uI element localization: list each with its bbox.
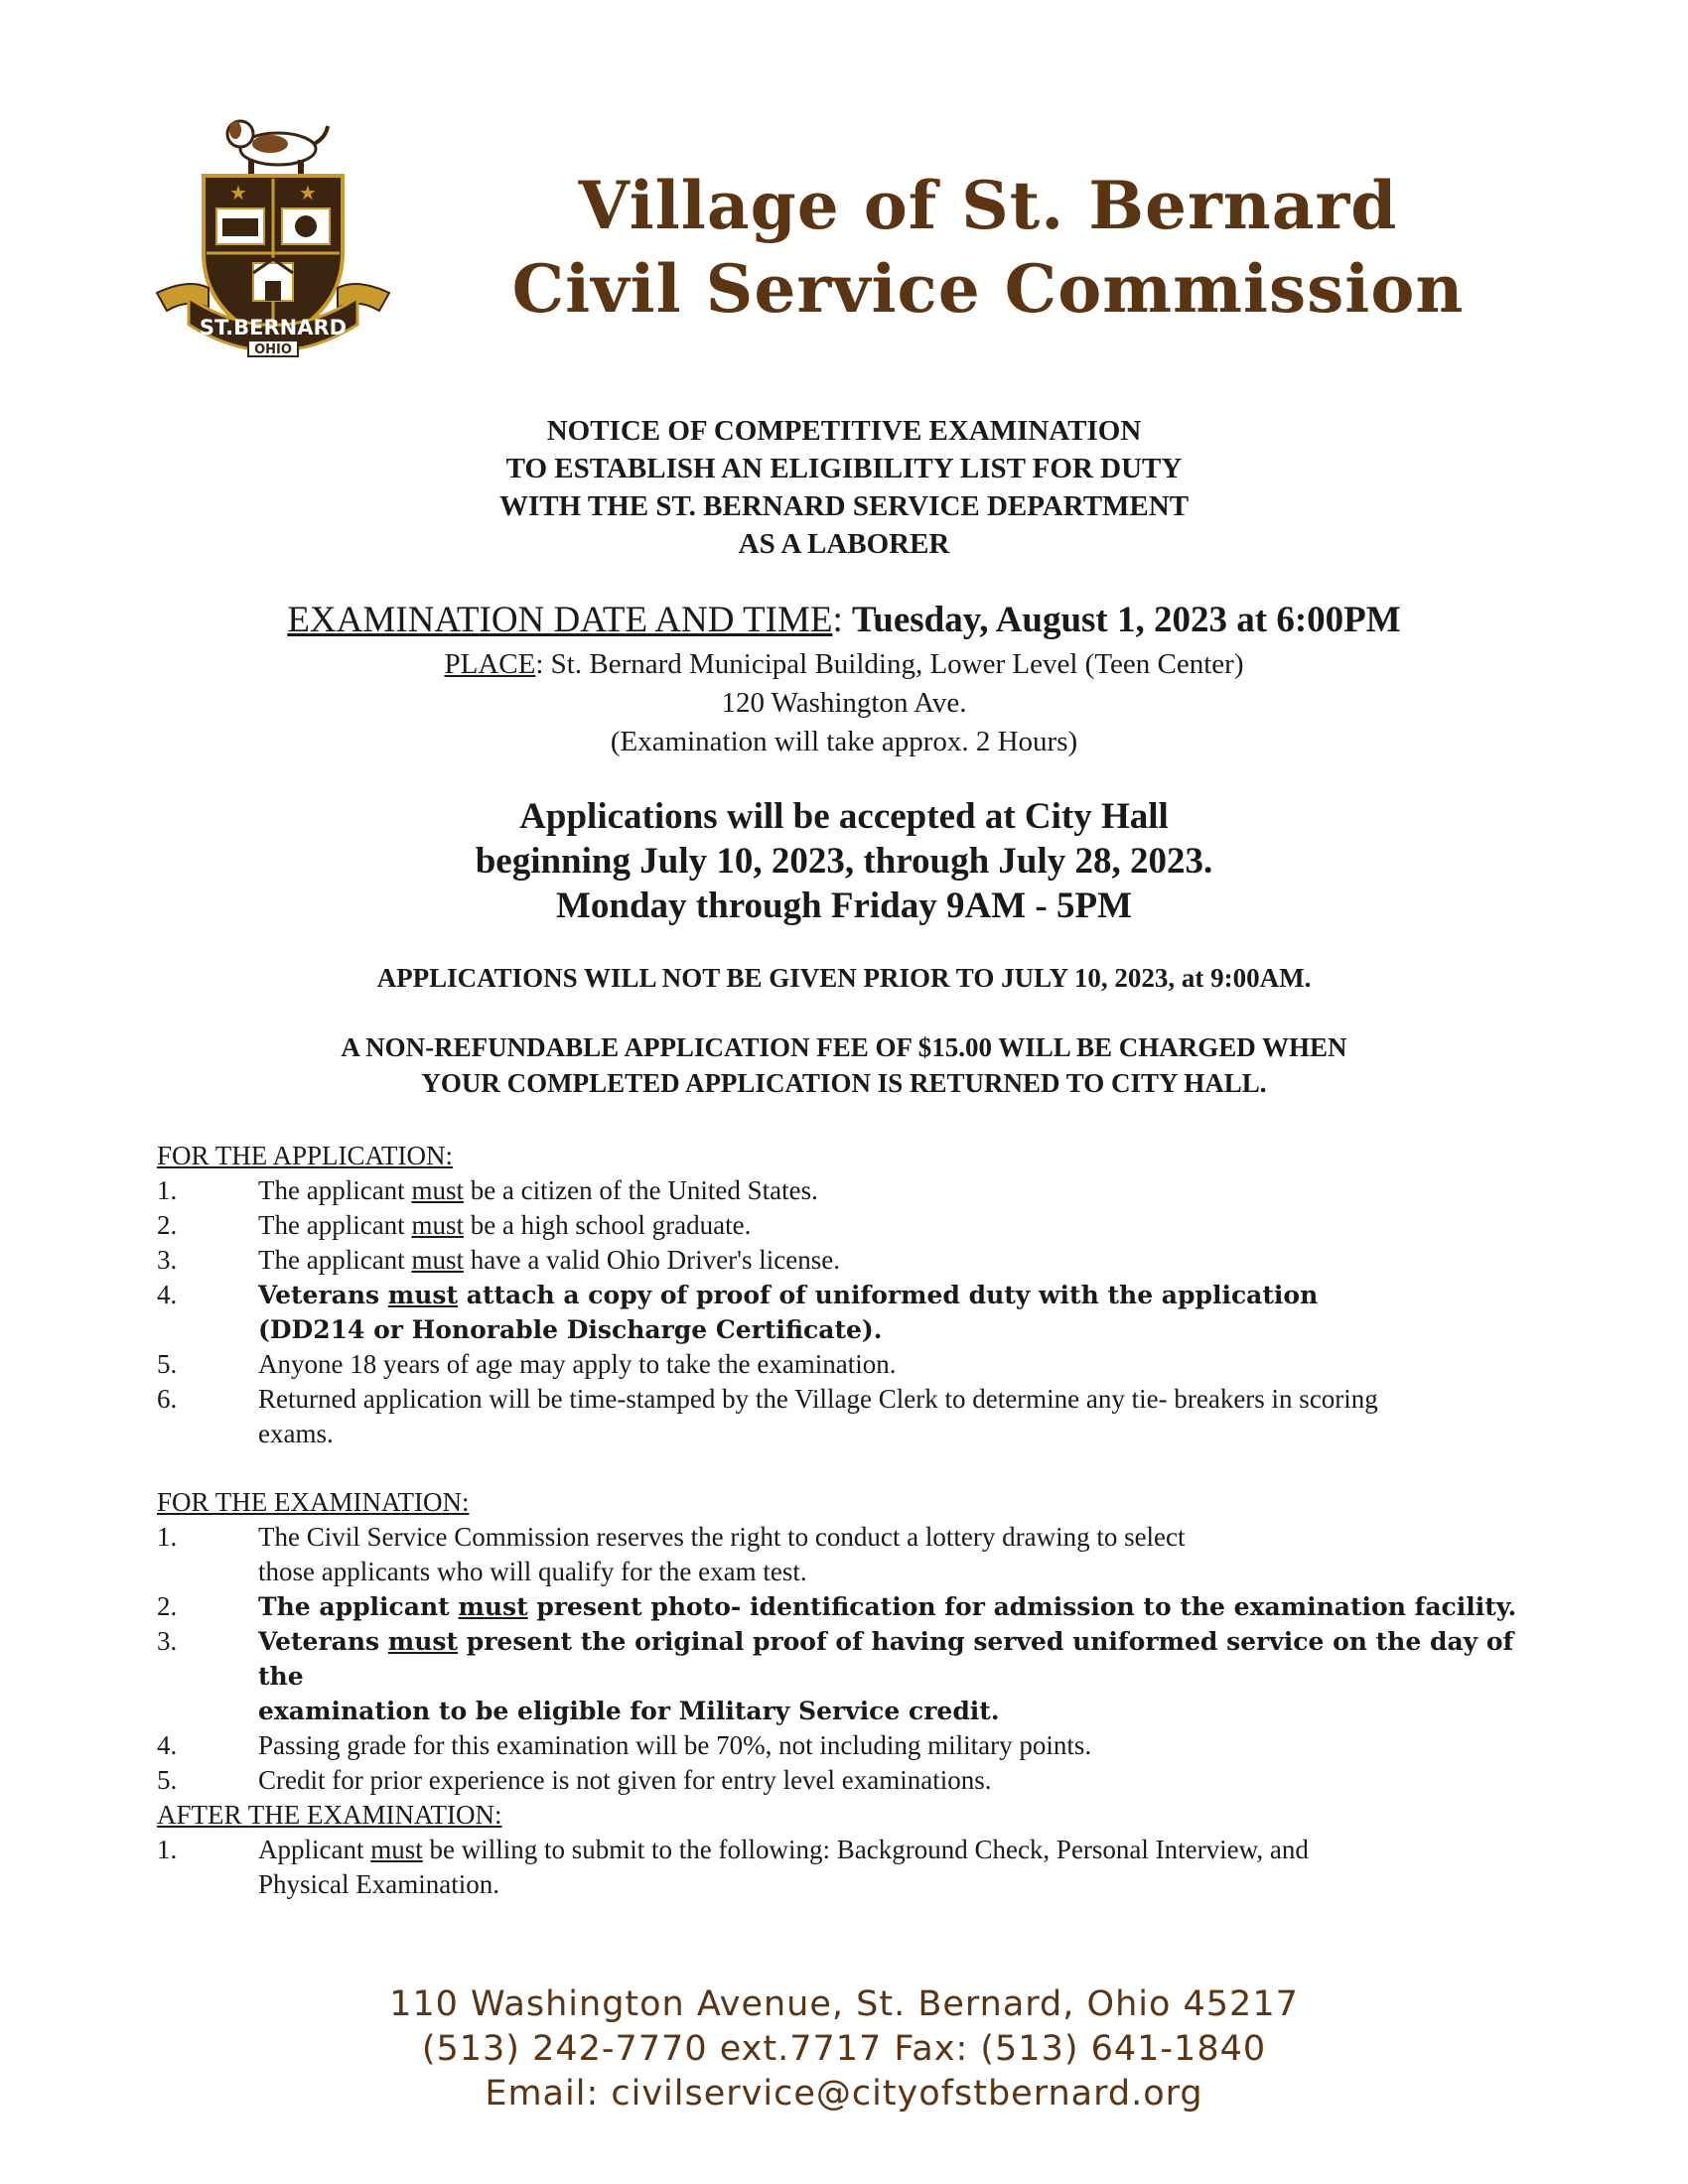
item-text: exams. [258,1419,334,1448]
item-text: Credit for prior experience is not given for entry level examinations. [258,1765,992,1795]
title-line-commission: Civil Service Commission [511,250,1465,328]
item-text: The applicant [258,1175,412,1205]
item-number: 5. [157,1349,178,1379]
accepted-line: beginning July 10, 2023, through July 28, 2023. [475,841,1213,882]
item-number: 1. [157,1175,178,1205]
item-emphasis: must [411,1175,464,1205]
item-number: 2. [157,1210,178,1240]
item-number: 6. [157,1384,178,1414]
list-item [157,1278,1547,1347]
section-heading: FOR THE EXAMINATION: [157,1487,470,1517]
item-text: have a valid Ohio Driver's license. [463,1245,840,1275]
svg-text:★: ★ [229,181,247,205]
fee-notice [149,1029,1539,1101]
village-seal-logo [149,104,397,357]
st-bernard-dog-icon [227,121,328,174]
item-number: 2. [157,1591,178,1621]
exam-date-label: EXAMINATION DATE AND TIME [287,600,833,640]
item-text: Passing grade for this examination will be 70%, not including military points. [258,1730,1092,1760]
accepted-line: Monday through Friday 9AM - 5PM [555,886,1132,926]
list-item [157,1173,1547,1208]
prior-notice [149,960,1539,996]
place-label: PLACE [444,648,536,680]
item-text: Veterans [258,1281,388,1309]
item-number: 3. [157,1245,178,1275]
item-number: 1. [157,1522,178,1552]
section-heading: AFTER THE EXAMINATION: [157,1800,502,1830]
prior-notice-text: APPLICATIONS WILL NOT BE GIVEN PRIOR TO JULY 10, 2023, at 9:00AM. [376,963,1312,993]
footer-address: 110 Washington Avenue, St. Bernard, Ohio 45217 [389,1984,1299,2024]
item-number: 4. [157,1280,178,1309]
item-text: The applicant [258,1210,412,1240]
notice-line: TO ESTABLISH AN ELIGIBILITY LIST FOR DUTY [505,453,1183,484]
item-text: examination to be eligible for Military Service credit. [258,1697,1000,1725]
item-text: Physical Examination. [258,1869,499,1899]
svg-text:★: ★ [299,181,317,205]
footer-phone: (513) 242-7770 ext.7717 Fax: (513) 641-1840 [421,2029,1267,2069]
list-item [157,1347,1547,1382]
accepted-line: Applications will be accepted at City Hall [519,796,1169,837]
item-text: The applicant [258,1245,412,1275]
item-text: attach a copy of proof of uniformed duty with the application [458,1281,1319,1309]
item-number: 5. [157,1765,178,1795]
item-text: (DD214 or Honorable Discharge Certificate). [258,1315,883,1344]
fee-notice-line: YOUR COMPLETED APPLICATION IS RETURNED TO CITY HALL. [421,1068,1267,1098]
place-address: 120 Washington Ave. [721,687,967,719]
item-text: Applicant [258,1835,371,1864]
item-emphasis: must [387,1627,459,1656]
item-text: The Civil Service Commission reserves the right to conduct a lottery drawing to select [258,1522,1186,1552]
list-item [157,1520,1547,1589]
item-emphasis: must [458,1592,528,1621]
exam-date-value: Tuesday, August 1, 2023 at 6:00PM [851,600,1401,640]
item-number: 3. [157,1626,178,1656]
item-number: 4. [157,1730,178,1760]
notice-line: AS A LABORER [738,528,950,560]
list-item [157,1589,1547,1624]
list-item [157,1833,1547,1902]
item-number: 1. [157,1835,178,1864]
fee-notice-line: A NON-REFUNDABLE APPLICATION FEE OF $15.00 WILL BE CHARGED WHEN [341,1032,1347,1062]
item-text: Veterans [258,1627,388,1656]
item-emphasis: must [411,1245,464,1275]
exam-duration: (Examination will take approx. 2 Hours) [610,726,1078,757]
item-emphasis: must [370,1835,423,1864]
footer-email[interactable]: Email: civilservice@cityofstbernard.org [485,2074,1203,2114]
item-text: be a citizen of the United States. [463,1175,818,1205]
list-item [157,1243,1547,1278]
seal-sub-text: OHIO [254,342,292,357]
list-item [157,1728,1547,1763]
label-colon: : [535,648,551,680]
item-text: Anyone 18 years of age may apply to take the examination. [258,1349,897,1379]
contact-footer [149,1982,1539,2116]
notice-heading [248,412,1440,563]
list-item [157,1624,1547,1728]
item-text: Returned application will be time-stamped by the Village Clerk to determine any tie- breakers in scoring [258,1384,1378,1414]
after-examination-requirements [157,1798,1547,1902]
list-item [157,1382,1547,1451]
place-value: St. Bernard Municipal Building, Lower Level (Teen Center) [550,648,1244,680]
item-emphasis: must [411,1210,464,1240]
exam-date-time [99,598,1589,643]
examination-requirements [157,1485,1547,1798]
label-colon: : [832,600,852,640]
page-title [427,164,1549,331]
notice-line: WITH THE ST. BERNARD SERVICE DEPARTMENT [498,490,1190,522]
item-text: those applicants who will qualify for the exam test. [258,1557,807,1586]
list-item [157,1763,1547,1798]
item-text: present photo- identification for admission to the examination facility. [527,1592,1517,1621]
list-item [157,1208,1547,1243]
applications-accepted [199,794,1489,928]
notice-line: NOTICE OF COMPETITIVE EXAMINATION [546,415,1142,447]
item-text: be a high school graduate. [463,1210,752,1240]
item-emphasis: must [387,1281,459,1309]
exam-place [199,645,1489,761]
item-text: present the original proof of having served uniformed service on the day of the [258,1627,1514,1691]
section-heading: FOR THE APPLICATION: [157,1141,454,1170]
item-text: The applicant [258,1592,459,1621]
application-requirements [157,1139,1547,1451]
title-line-village: Village of St. Bernard [578,167,1398,244]
item-text: be willing to submit to the following: Background Check, Personal Interview, and [422,1835,1309,1864]
seal-ribbon-text: ST.BERNARD [199,316,348,340]
